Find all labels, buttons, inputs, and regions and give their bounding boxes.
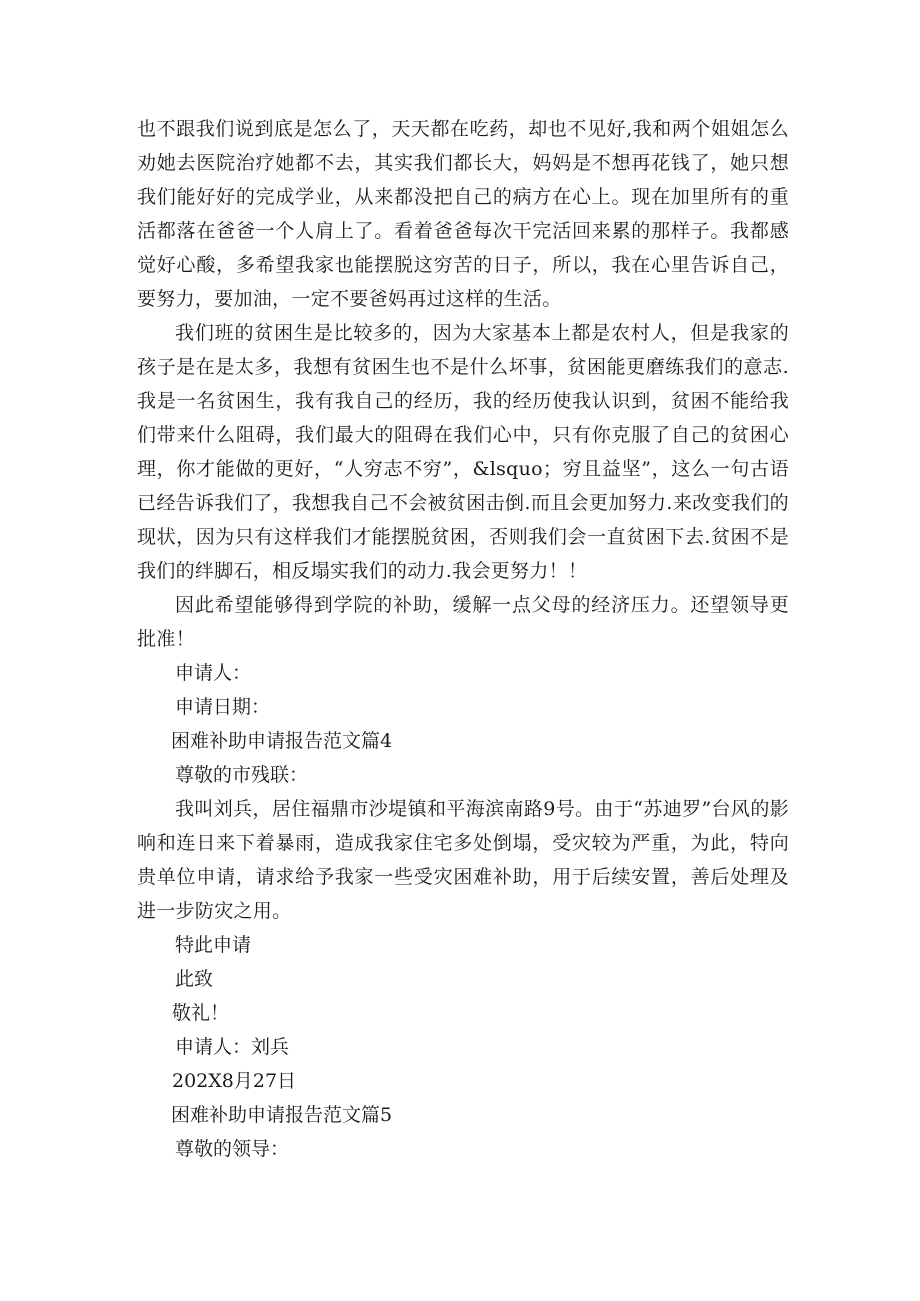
application-date-label: 申请日期： — [175, 696, 271, 718]
section-5-salutation: 尊敬的领导： — [175, 1138, 290, 1160]
section-4-title: 困难补助申请报告范文篇4 — [171, 730, 393, 752]
section-4-salutation: 尊敬的市残联： — [175, 764, 309, 786]
body-paragraph-1: 也不跟我们说到底是怎么了，天天都在吃药，却也不见好,我和两个姐姐怎么劝她去医院治疗她都不去，其实我们都长大，妈妈是不想再花钱了，她只想我们能好好的完成学业，从来都没把自己的病方在心上。现在加里所有的重活都落在爸爸一个人肩上了。看着爸爸每次干完活回来累的那样子。我都感觉好心酸，多希望我家也能摆脱这穷苦的日子，所以，我在心里告诉自己，要努力，要加油，一定不要爸妈再过这样的生活。 — [137, 118, 789, 310]
signature-name: 申请人：刘兵 — [175, 1036, 290, 1058]
section-4-body: 我叫刘兵，居住福鼎市沙堤镇和平海滨南路9号。由于“苏迪罗”台风的影响和连日来下着暴雨，造成我家住宅多处倒塌，受灾较为严重，为此，特向贵单位申请，请求给予我家一些受灾困难补助，用于后续安置，善后处理及进一步防灾之用。 — [137, 798, 789, 922]
closing-line-2: 此致 — [175, 968, 214, 990]
body-paragraph-3: 因此希望能够得到学院的补助，缓解一点父母的经济压力。还望领导更批准！ — [137, 594, 789, 650]
closing-line-1: 特此申请 — [175, 934, 252, 956]
body-paragraph-2: 我们班的贫困生是比较多的，因为大家基本上都是农村人，但是我家的孩子是在是太多，我想有贫困生也不是什么坏事，贫困能更磨练我们的意志.我是一名贫困生，我有我自己的经历，我的经历使我认识到，贫困不能给我们带来什么阻碍，我们最大的阻碍在我们心中，只有你克服了自己的贫困心理，你才能做的更好，“人穷志不穷”，&lsquo；穷且益坚”，这么一句古语已经告诉我们了，我想我自己不会被贫困击倒.而且会更加努力.来改变我们的现状，因为只有这样我们才能摆脱贫困，否则我们会一直贫困下去.贫困不是我们的绊脚石，相反塌实我们的动力.我会更努力！！ — [137, 322, 789, 582]
signature-date: 202X8月27日 — [172, 1070, 297, 1092]
section-5-title: 困难补助申请报告范文篇5 — [171, 1104, 393, 1126]
applicant-label: 申请人： — [175, 662, 252, 684]
document-page — [137, 112, 789, 1166]
closing-line-3: 敬礼！ — [172, 1002, 230, 1024]
